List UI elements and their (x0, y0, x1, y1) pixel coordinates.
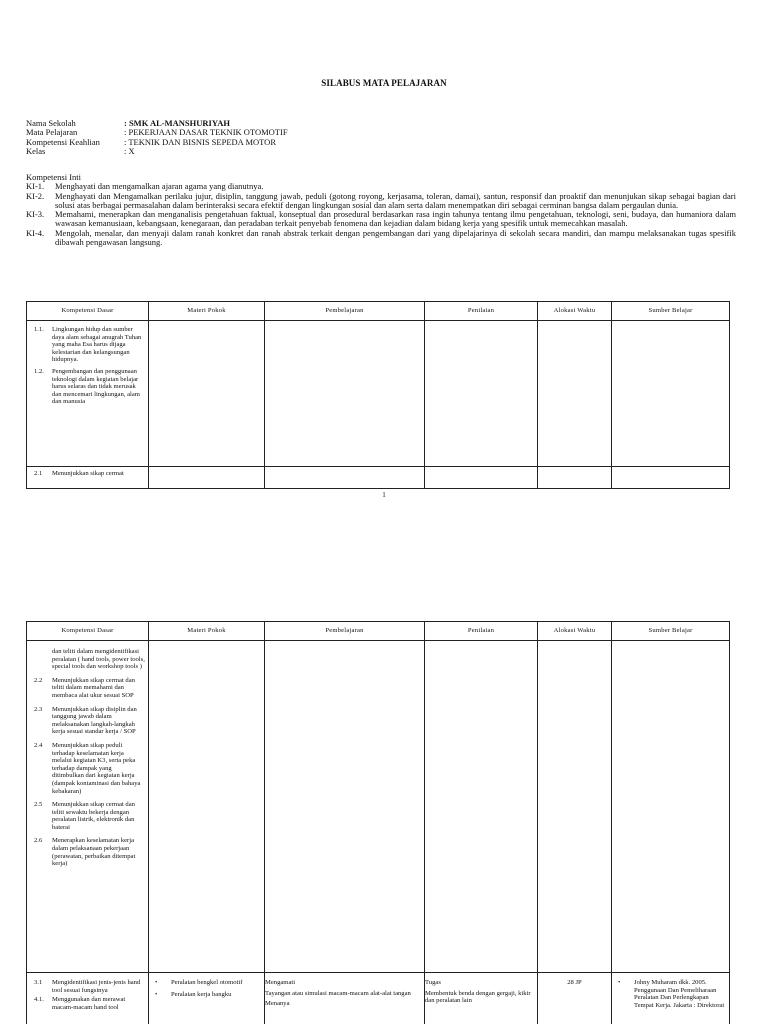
list-item: • Peralatan bengkel otomotif (155, 979, 243, 986)
kd-item: 1.2. Pengembangan dan penggunaan teknologi dalam kegiatan belajar harus selaras dan tidak merusak dan mencemari lingkungan, alam dan manusia (34, 367, 140, 406)
header-cell: Kompetensi Dasar (27, 622, 149, 641)
ki-item: KI-3. Memahami, menerapkan dan menganalisis pengetahuan faktual, konseptual dan prosedural berdasarkan rasa ingin tahunya tentang ilmu pengetahuan, teknologi, seni, budaya, dan humaniora dalam wawasan kemanusiaan, kebangsaan, kenegaraan, dan peradaban terkait penyebab fenomena dan kejadian dalam bidang kerja yang spesifik untuk memecahkan masalah. (26, 209, 736, 229)
info-value: : X (124, 145, 135, 156)
kd-item: 2.1 Menunjukkan sikap cermat (34, 470, 124, 477)
header-cell: Pembelajaran (265, 302, 425, 321)
pembelajaran-cell: Mengamati Tayangan atau simulasi macam-macam alat-alat tangan Menanya (265, 973, 425, 1024)
kd-item: 2.4 Menunjukkan sikap peduli terhadap keselamatan kerja melalui kegiatan K3, serta peka terhadap dampak yang ditimbulkan dari kegiatan kerja (dampak kontaminasi dan bahaya kebakaran) (34, 741, 141, 795)
penilaian-cell (425, 321, 538, 467)
kd-cell (27, 321, 149, 467)
info-row-competency (26, 138, 288, 147)
core-competencies (26, 173, 736, 247)
kd-item: 2.3 Menunjukkan sikap disiplin dan tanggung jawab dalam melaksanakan langkah-langkah kerja sesuai standar kerja / SOP (34, 705, 137, 736)
header-cell: Kompetensi Dasar (27, 302, 149, 321)
sumber-cell (612, 973, 730, 1024)
kd-cell (27, 973, 149, 1024)
kd-cell (27, 641, 149, 973)
header-cell: Pembelajaran (265, 622, 425, 641)
info-value: : PEKERJAAN DASAR TEKNIK OTOMOTIF (124, 127, 288, 138)
kd-item: 2.5 Menunjukkan sikap cermat dan teliti sewaktu bekerja dengan peralatan listrik, elektronik dan baterai (34, 801, 135, 831)
kd-item: 4.1. Menggunakan dan merawat macam-macam hand tool (34, 996, 126, 1011)
table-header (27, 302, 730, 321)
school-info (26, 119, 288, 156)
materi-cell (149, 973, 265, 1024)
info-label: Kelas (26, 145, 46, 156)
list-item: • Peralatan kerja bangku (155, 990, 232, 998)
table-row (27, 641, 730, 973)
table-row (27, 321, 730, 467)
alokasi-cell: 28 JP (538, 973, 612, 1024)
kd-item: 2.2 Menunjukkan sikap cermat dan teliti dalam memahami dan membaca alat ukur sesuai SOP (34, 676, 135, 699)
header-cell: Alokasi Waktu (538, 622, 612, 641)
table-row (27, 467, 730, 489)
pembelajaran-cell (265, 321, 425, 467)
info-row-class (26, 147, 288, 156)
ki-item: KI-2. Menghayati dan Mengamalkan perilaku jujur, disiplin, tanggung jawab, peduli (gotong royong, kerjasama, toleran, damai), santun, responsif dan proaktif dan menunjukan sikap sebagai bagian dari solusi atas berbagai permasalahan dalam berinteraksi secara efektif dengan lingkungan sosial dan alam serta dalam menempatkan diri sebagai cerminan bangsa dalam pergaulan dunia. (26, 190, 736, 210)
kd-item: 1.1. Lingkungan hidup dan sumber daya alam sebagai anugrah Tuhan yang maha Esa harus dijaga kelestarian dan kelangsungan hidupnya. (34, 326, 142, 364)
info-label: Kompetensi Keahlian (26, 136, 100, 147)
table-header (27, 622, 730, 641)
header-cell: Sumber Belajar (612, 622, 730, 641)
penilaian-cell: Tugas Membentuk benda dengan gergaji, kikir dan peralatan lain (425, 973, 538, 1024)
info-value: : SMK AL-MANSHURIYAH (124, 118, 230, 128)
ki-item: KI-4. Mengolah, menalar, dan menyaji dalam ranah konkret dan ranah abstrak terkait dengan pengembangan dari yang dipelajarinya di sekolah secara mandiri, dan mampu melaksanakan tugas spesifik dibawah pengawasan langsung. (26, 227, 736, 248)
list-item: • Johny Muharam dkk. 2005. Penggunaan Dan Pemeliharaan Peralatan Dan Perlengkapan Tempat Kerja. Jakarta : Direktorat (618, 979, 725, 1009)
table-row (27, 973, 730, 1024)
header-cell: Alokasi Waktu (538, 302, 612, 321)
ki-item: KI-1. Menghayati dan mengamalkan ajaran agama yang dianutnya. (26, 181, 264, 192)
materi-cell (149, 321, 265, 467)
page-title: SILABUS MATA PELAJARAN (321, 78, 447, 88)
info-value: : TEKNIK DAN BISNIS SEPEDA MOTOR (124, 136, 276, 147)
header-cell: Sumber Belajar (612, 302, 730, 321)
sumber-cell (612, 321, 730, 467)
info-label: Mata Pelajaran (26, 127, 78, 138)
kd-item: 2.6 Menerapkan keselamatan kerja dalam pelaksanaan pekerjaan (perawatan, perbaikan ditempat kerja) (34, 837, 136, 868)
alokasi-cell (538, 321, 612, 467)
kd-cell (27, 467, 149, 489)
header-cell: Materi Pokok (149, 622, 265, 641)
kd-item: 3.1 Mengidentifikasi jenis-jenis hand tool sesuai fungsinya (34, 979, 141, 994)
header-cell: Penilaian (425, 622, 538, 641)
ki-heading: Kompetensi Inti (26, 172, 82, 182)
page-number: 1 (382, 491, 386, 499)
header-cell: Materi Pokok (149, 302, 265, 321)
syllabus-table-page1 (26, 301, 730, 489)
kd-continuation: dan teliti dalam mengidentifikasi peralatan ( hand tools, power tools, special tools dan workshop tools ) (52, 648, 145, 671)
syllabus-table-page2 (26, 621, 730, 1024)
header-cell: Penilaian (425, 302, 538, 321)
info-label: Nama Sekolah (26, 118, 76, 128)
